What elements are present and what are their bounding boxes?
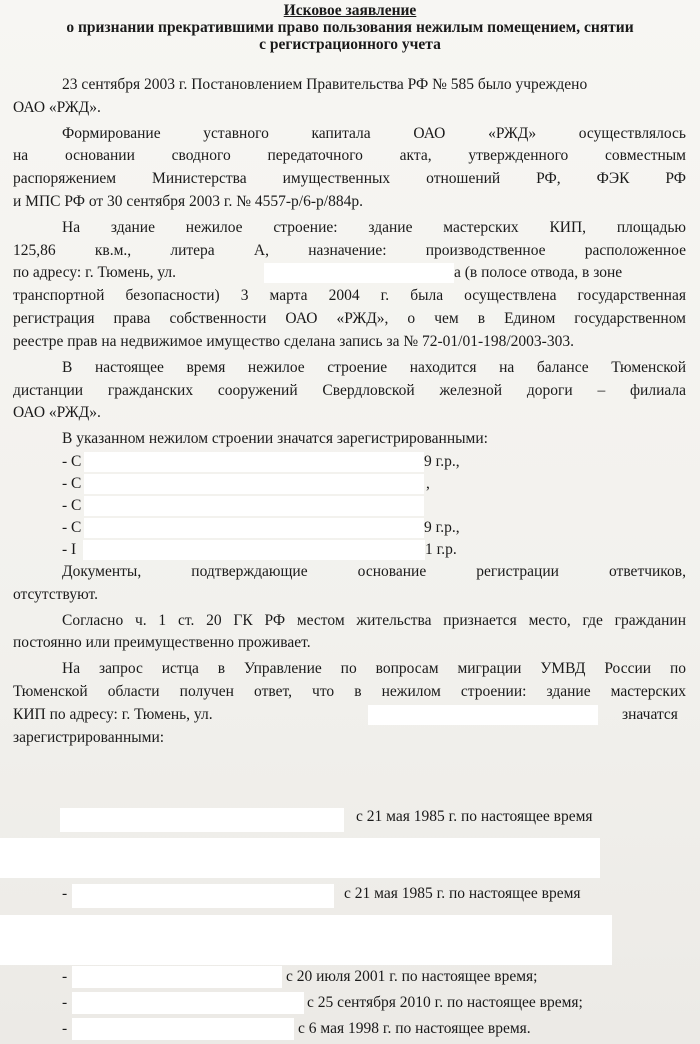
list2-item: с 21 мая 1985 г. по настоящее время xyxy=(344,885,581,902)
list2-item: с 25 сентября 2010 г. по настоящее время; xyxy=(307,994,583,1011)
paragraph-line: транспортной безопасности) 3 марта 2004 г. была осуществлена государственная xyxy=(13,287,686,305)
paragraph-line: 125,86 кв.м., литера А, назначение: производственное расположенное xyxy=(13,241,686,259)
redaction-block xyxy=(0,838,600,878)
list-item-prefix: - С xyxy=(62,496,82,514)
list2-item: с 21 мая 1985 г. по настоящее время xyxy=(356,808,593,825)
paragraph-line: Согласно ч. 1 ст. 20 ГК РФ местом жительства признается место, где гражданин xyxy=(62,611,686,629)
paragraph-5: В указанном нежилом строении значатся зарегистрированными: xyxy=(62,430,488,448)
paragraph-line: и МПС РФ от 30 сентября 2003 г. № 4557-р/6-р/884р. xyxy=(13,192,363,210)
paragraph-line: реестре прав на недвижимое имущество сделана запись за № 72-01/01-198/2003-303. xyxy=(13,332,574,350)
paragraph-line: отсутствуют. xyxy=(13,585,98,603)
paragraph-line: распоряжением Министерства имущественных отношений РФ, ФЭК РФ xyxy=(13,170,686,188)
paragraph-line: постоянно или преимущественно проживает. xyxy=(13,634,311,652)
address-suffix: значатся xyxy=(622,705,678,723)
paragraph-7 xyxy=(13,610,686,656)
redaction-block xyxy=(60,808,344,832)
list2-dash: - xyxy=(62,885,68,902)
paragraph-8 xyxy=(13,658,686,749)
list-item xyxy=(13,539,686,561)
paragraph-line: ОАО «РЖД». xyxy=(13,98,101,116)
paragraph-line: На запрос истца в Управление по вопросам миграции УМВД России по xyxy=(62,660,686,678)
list-item-prefix: - С xyxy=(62,474,82,492)
redaction-block xyxy=(84,496,424,516)
paragraph-line: Формирование уставного капитала ОАО «РЖД» осуществлялось xyxy=(62,124,686,142)
title-line-1: Исковое заявление xyxy=(283,2,417,19)
paragraph-6 xyxy=(13,561,686,607)
list-item-prefix: - І xyxy=(62,540,77,558)
list-item xyxy=(13,473,686,495)
paragraph-line: на основании сводного передаточного акта, утвержденного совместным xyxy=(13,147,686,165)
list-item xyxy=(13,517,686,539)
redaction-block xyxy=(72,1018,294,1040)
list-item-suffix: 9 г.р., xyxy=(424,518,460,536)
paragraph-1 xyxy=(13,74,686,120)
paragraph-line: Тюменской области получен ответ, что в нежилом строении: здание мастерских xyxy=(13,682,686,700)
list2-dash: - xyxy=(62,968,68,985)
redaction-block xyxy=(264,263,454,283)
list-item xyxy=(13,451,686,473)
list-item-prefix: - С xyxy=(62,518,82,536)
redaction-block xyxy=(84,474,424,494)
redaction-block xyxy=(84,518,424,538)
list-item xyxy=(13,495,686,517)
paragraph-line: На здание нежилое строение: здание мастерских КИП, площадью xyxy=(62,218,686,236)
list2-dash: - xyxy=(62,1020,68,1037)
address-suffix: а (в полосе отвода, в зоне xyxy=(454,264,623,282)
address-prefix: КИП по адресу: г. Тюмень, ул. xyxy=(13,705,213,723)
list2-item: с 6 мая 1998 г. по настоящее время. xyxy=(298,1020,531,1037)
paragraph-line: В настоящее время нежилое строение находится на балансе Тюменской xyxy=(62,358,686,376)
paragraph-line: дистанции гражданских сооружений Свердловской железной дороги – филиала xyxy=(13,381,686,399)
paragraph-4 xyxy=(13,357,686,425)
paragraph-line: ОАО «РЖД». xyxy=(13,404,101,422)
document-body xyxy=(13,74,686,750)
paragraph-3 xyxy=(13,217,686,354)
list-item-prefix: - С xyxy=(62,452,82,470)
redaction-block xyxy=(72,884,334,908)
paragraph-2 xyxy=(13,123,686,214)
paragraph-line: Документы, подтверждающие основание регистрации ответчиков, xyxy=(62,562,686,580)
paragraph-line: 23 сентября 2003 г. Постановлением Правительства РФ № 585 было учреждено xyxy=(62,76,588,93)
document-title xyxy=(0,2,700,53)
redaction-block xyxy=(84,452,424,472)
list2-item: с 20 июля 2001 г. по настоящее время; xyxy=(286,968,538,985)
redaction-block xyxy=(72,992,304,1014)
list-item-suffix: 1 г.р. xyxy=(425,540,457,558)
redaction-block xyxy=(83,540,425,560)
list-item-suffix: 9 г.р., xyxy=(424,452,460,470)
redaction-block xyxy=(72,966,282,988)
title-line-2: о признании прекратившими право пользования нежилым помещением, снятии xyxy=(66,19,634,36)
list-item-suffix: , xyxy=(426,474,430,492)
redaction-block xyxy=(368,705,598,725)
paragraph-line: регистрация права собственности ОАО «РЖД», о чем в Едином государственном xyxy=(13,310,686,328)
address-prefix: по адресу: г. Тюмень, ул. xyxy=(13,264,177,282)
paragraph-line-redacted xyxy=(13,704,686,727)
redaction-block xyxy=(0,915,612,965)
title-line-3: с регистрационного учета xyxy=(259,36,441,53)
paragraph-line: зарегистрированными: xyxy=(13,728,165,746)
paragraph-line-redacted xyxy=(13,262,686,285)
list2-dash: - xyxy=(62,994,68,1011)
registered-list xyxy=(13,451,686,561)
